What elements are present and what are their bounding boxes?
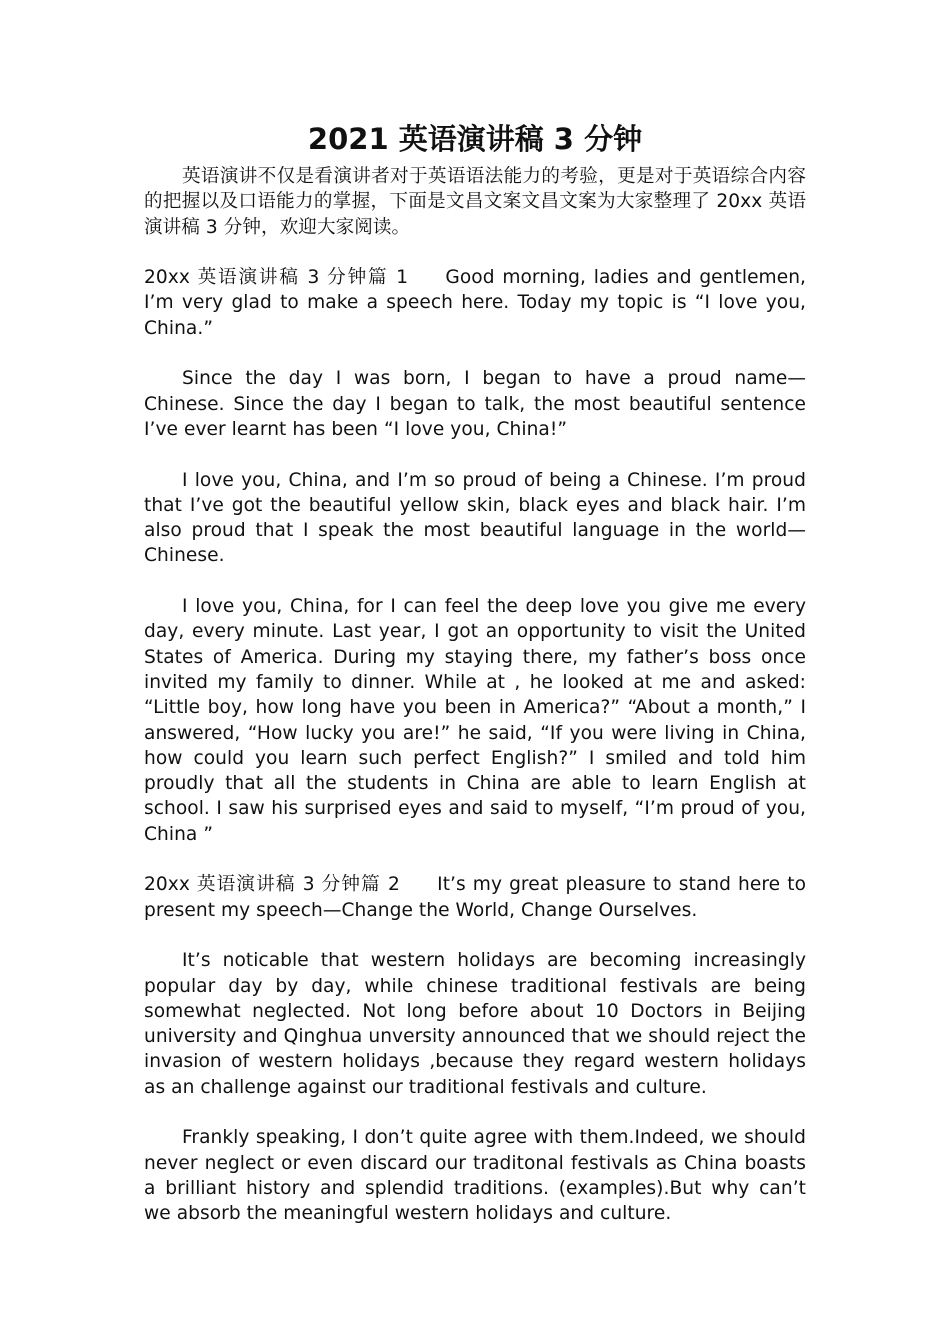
section-1-paragraph-2: I love you, China, and I’m so proud of being a Chinese. I’m proud that I’ve got the beautiful yellow skin, black eyes and black hair. I’m also proud that I speak the most beautiful language in the world—Chinese. — [144, 469, 806, 567]
section-2-paragraph-1: It’s noticable that western holidays are becoming increasingly popular day by day, while chinese traditional festivals are being somewhat neglected. Not long before about 10 Doctors in Beijing university and Qinghua unversity announced that we should reject the invasion of western holidays ,because they regard western holidays as an challenge against our traditional festivals and culture. — [144, 950, 806, 1098]
section-1-opening-text: Good morning, ladies and gentlemen, I’m very glad to make a speech here. Today my topic is “I love you, China.” — [144, 267, 807, 339]
paragraph-gap — [144, 923, 806, 948]
section-2-heading: 20xx 英语演讲稿 3 分钟篇 2 — [144, 874, 400, 896]
paragraph-gap — [144, 341, 806, 366]
section-1-paragraph-3: I love you, China, for I can feel the deep love you give me every day, every minute. Last year, I got an opportunity to visit the United States of America. During my staying there, my father’s boss once invited my family to dinner. While at , he looked at me and asked: “Little boy, how long have you been in America?” “About a month,” I answered, “How lucky you are!” he said, “If you were living in China, how could you learn such perfect English?” I smiled and told him proudly that all the students in China are able to learn English at school. I saw his surprised eyes and said to myself, “I’m proud of you, China ” — [144, 596, 806, 845]
heading-spacer — [408, 267, 445, 288]
section-1-heading: 20xx 英语演讲稿 3 分钟篇 1 — [144, 267, 409, 289]
paragraph-gap — [144, 1100, 806, 1125]
paragraph-gap — [144, 240, 806, 265]
document-title: 2021 英语演讲稿 3 分钟 — [307, 122, 643, 156]
section-2-paragraph-2: Frankly speaking, I don’t quite agree with them.Indeed, we should never neglect or even discard our traditonal festivals as China boasts a brilliant history and splendid traditions. (examples).But why can’t we absorb the meaningful western holidays and culture. — [144, 1127, 806, 1225]
paragraph-gap — [144, 442, 806, 467]
paragraph-gap — [144, 569, 806, 594]
heading-spacer — [400, 874, 437, 895]
section-1-opening-paragraph — [144, 265, 806, 341]
section-2-opening-paragraph — [144, 872, 806, 923]
document-body — [144, 118, 806, 1226]
section-1-paragraph-1: Since the day I was born, I began to have a proud name—Chinese. Since the day I began to talk, the most beautiful sentence I’ve ever learnt has been “I love you, China!” — [144, 368, 806, 440]
section-2-opening-text: It’s my great pleasure to stand here to present my speech—Change the World, Change Ourselves. — [144, 874, 806, 921]
paragraph-gap — [144, 847, 806, 872]
intro-paragraph: 英语演讲不仅是看演讲者对于英语语法能力的考验，更是对于英语综合内容的把握以及口语能力的掌握，下面是文昌文案文昌文案为大家整理了 20xx 英语演讲稿 3 分钟，欢迎大家阅读。 — [144, 166, 806, 238]
